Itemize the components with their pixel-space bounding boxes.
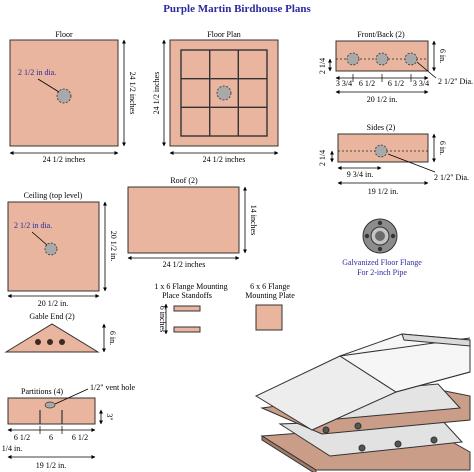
partitions-segment-label: 6 1/2 [71, 433, 89, 442]
sides-hole-note: 2 1/2" Dia. [434, 173, 470, 182]
floor-panel [10, 30, 137, 164]
flange-caption-line1: Galvanized Floor Flange [342, 258, 422, 267]
front-back-hole [376, 53, 388, 65]
sides-offset-label: 2 1/4 [318, 149, 327, 167]
sides-height-label: 6 in. [438, 140, 447, 156]
floor-hole [57, 89, 71, 103]
partitions-panel [2, 383, 136, 470]
floor-plan-width-label: 24 1/2 inches [202, 155, 246, 164]
lower-entrance-hole [431, 437, 437, 443]
floor-plan-panel [152, 30, 278, 164]
gable-vent-hole [35, 339, 41, 345]
sides-width-label: 19 1/2 in. [367, 187, 399, 196]
front-back-offset-label: 2 1/4 [318, 57, 327, 75]
page-title: Purple Martin Birdhouse Plans [163, 3, 311, 15]
floor-label: Floor [55, 30, 73, 39]
ceiling-width-label: 20 1/2 in. [37, 299, 69, 308]
partitions-slot-label: 3" [105, 413, 114, 421]
upper-entrance-hole [355, 423, 361, 429]
gable-height-label: 6 in. [108, 330, 117, 346]
standoffs-panel [154, 282, 227, 334]
front-back-height-label: 6 in. [438, 48, 447, 64]
mounting-plate-label-line2: Mounting Plate [245, 291, 295, 300]
upper-entrance-hole [323, 427, 329, 433]
partition-vent-hole [45, 402, 55, 408]
front-back-hole-note: 2 1/2" Dia. [438, 77, 474, 86]
floor-plan-height-label: 24 1/2 inches [152, 71, 161, 115]
flange-screw-hole [378, 247, 382, 251]
sides-label: Sides (2) [366, 123, 396, 132]
standoff-board [174, 327, 200, 332]
roof-panel [128, 176, 258, 269]
front-back-panel [318, 30, 473, 104]
floor-plan-label: Floor Plan [207, 30, 241, 39]
mounting-plate-board [256, 305, 282, 330]
roof-label: Roof (2) [170, 176, 198, 185]
partitions-vent-note: 1/2" vent hole [90, 383, 136, 392]
lower-entrance-hole [395, 441, 401, 447]
floor-width-label: 24 1/2 inches [42, 155, 86, 164]
front-back-label: Front/Back (2) [357, 30, 405, 39]
gable-vent-hole [59, 339, 65, 345]
gable-vent-hole [47, 339, 53, 345]
birdhouse-illustration [256, 334, 470, 472]
standoffs-length-label: 6 inches [158, 305, 167, 333]
partitions-label: Partitions (4) [21, 387, 63, 396]
roof-board [128, 187, 239, 253]
gable-label: Gable End (2) [29, 312, 75, 321]
floor-plan-hole [217, 86, 231, 100]
lower-entrance-hole [359, 445, 365, 451]
partitions-segment-label: 6 1/2 [13, 433, 31, 442]
gable-board [6, 324, 98, 352]
front-back-width-label: 20 1/2 in. [366, 95, 398, 104]
standoffs-label-line2: Place Standoffs [162, 291, 212, 300]
flange-screw-hole [391, 234, 395, 238]
flange-caption-line2: For 2-inch Pipe [357, 268, 407, 277]
front-back-segment-label: 3 3/4 [412, 79, 430, 88]
floor-flange [342, 219, 422, 277]
sides-hole [375, 145, 387, 157]
partitions-edge-label: 1/4 in. [1, 444, 23, 453]
front-back-segment-label: 6 1/2 [387, 79, 405, 88]
flange-screw-hole [365, 234, 369, 238]
front-back-segment-label: 6 1/2 [358, 79, 376, 88]
sides-panel [318, 123, 469, 196]
roof-height-label: 14 inches [249, 204, 258, 236]
mounting-plate-panel [245, 282, 295, 330]
flange-screw-hole [378, 221, 382, 225]
ceiling-panel [8, 191, 118, 308]
sides-position-label: 9 3/4 in. [346, 170, 374, 179]
front-back-hole [347, 53, 359, 65]
ceiling-hole-note: 2 1/2 in dia. [14, 221, 53, 230]
roof-width-label: 24 1/2 inches [162, 260, 206, 269]
mounting-plate-label-line1: 6 x 6 Flange [250, 282, 290, 291]
ceiling-label: Ceiling (top level) [23, 191, 83, 200]
standoff-board [174, 306, 200, 311]
gable-end-panel [6, 312, 117, 352]
floor-hole-note: 2 1/2 in dia. [18, 68, 57, 77]
ceiling-height-label: 20 1/2 in. [109, 230, 118, 262]
front-back-hole [405, 53, 417, 65]
front-back-segment-label: 3 3/4 [335, 79, 353, 88]
standoffs-label-line1: 1 x 6 Flange Mounting [154, 282, 228, 291]
floor-height-label: 24 1/2 inches [128, 71, 137, 115]
flange-pipe-hole [375, 231, 385, 241]
partitions-width-label: 19 1/2 in. [35, 461, 67, 470]
partitions-segment-label: 6 [49, 433, 53, 442]
